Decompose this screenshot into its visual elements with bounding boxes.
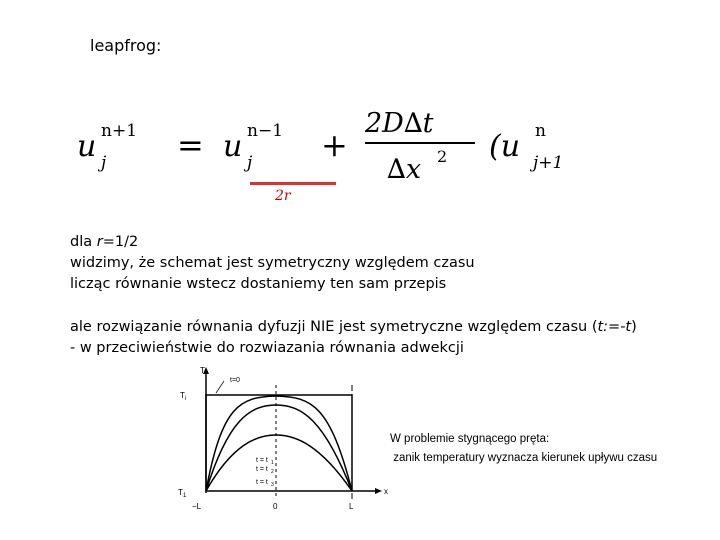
caption-line: W problemie stygnącego pręta: bbox=[390, 433, 550, 445]
eq-denominator: ∆x bbox=[387, 154, 422, 185]
eq-rhs-u: u bbox=[223, 129, 243, 164]
curve-label-t1: t = t bbox=[256, 457, 268, 464]
curve-label-t3: t = t bbox=[256, 479, 268, 486]
x-axis-label: x bbox=[384, 487, 388, 496]
eq-lhs-sub: j bbox=[101, 153, 107, 173]
x-tick-zero: 0 bbox=[273, 502, 278, 511]
caption-line: zanik temperatury wyznacza kierunek upływu czasu bbox=[390, 452, 658, 464]
cooling-rod-diagram bbox=[170, 365, 400, 515]
y-axis-label: T bbox=[200, 366, 205, 375]
eq-denominator-sup: 2 bbox=[437, 147, 448, 166]
page-title: leapfrog: bbox=[90, 36, 162, 55]
ti-label: T bbox=[180, 391, 185, 400]
curve-label-t3-sub: 3 bbox=[271, 482, 274, 488]
eq-equals: = bbox=[177, 126, 204, 164]
diffusion-paragraph bbox=[70, 317, 637, 359]
x-axis-arrow bbox=[375, 488, 382, 494]
eq-paren-sup: n bbox=[535, 121, 546, 141]
eq-paren-sub: j+1 bbox=[533, 153, 564, 173]
eq-paren-u: (u bbox=[489, 129, 521, 164]
paragraph-line: licząc równanie wstecz dostaniemy ten sam przepis bbox=[70, 276, 447, 292]
curve-t2 bbox=[206, 405, 352, 491]
x-tick-l: L bbox=[349, 502, 354, 511]
annotation-underline bbox=[250, 182, 336, 185]
eq-lhs-u: u bbox=[77, 129, 97, 164]
t1-axis-label-sub: 1 bbox=[183, 493, 187, 499]
eq-rhs-sub: j bbox=[247, 153, 253, 173]
t1-axis-label: T bbox=[178, 488, 183, 497]
curve-label-t0: t=0 bbox=[230, 377, 240, 384]
eq-numerator: 2D∆t bbox=[365, 108, 434, 139]
ti-label-sub: i bbox=[185, 396, 187, 402]
curve-label-t1-sub: 1 bbox=[271, 460, 274, 466]
eq-rhs-sup: n−1 bbox=[247, 121, 284, 141]
paragraph-line: ale rozwiązanie równania dyfuzji NIE jest symetryczne względem czasu (t:=-t) bbox=[70, 319, 637, 335]
x-tick-minus-l: −L bbox=[192, 502, 202, 511]
annotation-label: 2r bbox=[275, 188, 291, 204]
paragraph-line: widzimy, że schemat jest symetryczny względem czasu bbox=[70, 255, 475, 271]
curve-label-t2-sub: 2 bbox=[271, 469, 274, 475]
paragraph-line: dla r=1/2 bbox=[70, 234, 139, 250]
eq-plus: + bbox=[321, 126, 348, 164]
symmetry-paragraph bbox=[70, 232, 475, 295]
paragraph-line: - w przeciwieństwie do rozwiazania równania adwekcji bbox=[70, 340, 464, 356]
curve-label-t2: t = t bbox=[256, 466, 268, 473]
leapfrog-equation bbox=[75, 108, 635, 188]
diagram-caption bbox=[390, 430, 657, 468]
curve-label-t0-leader bbox=[216, 381, 224, 393]
eq-lhs-sup: n+1 bbox=[101, 121, 138, 141]
